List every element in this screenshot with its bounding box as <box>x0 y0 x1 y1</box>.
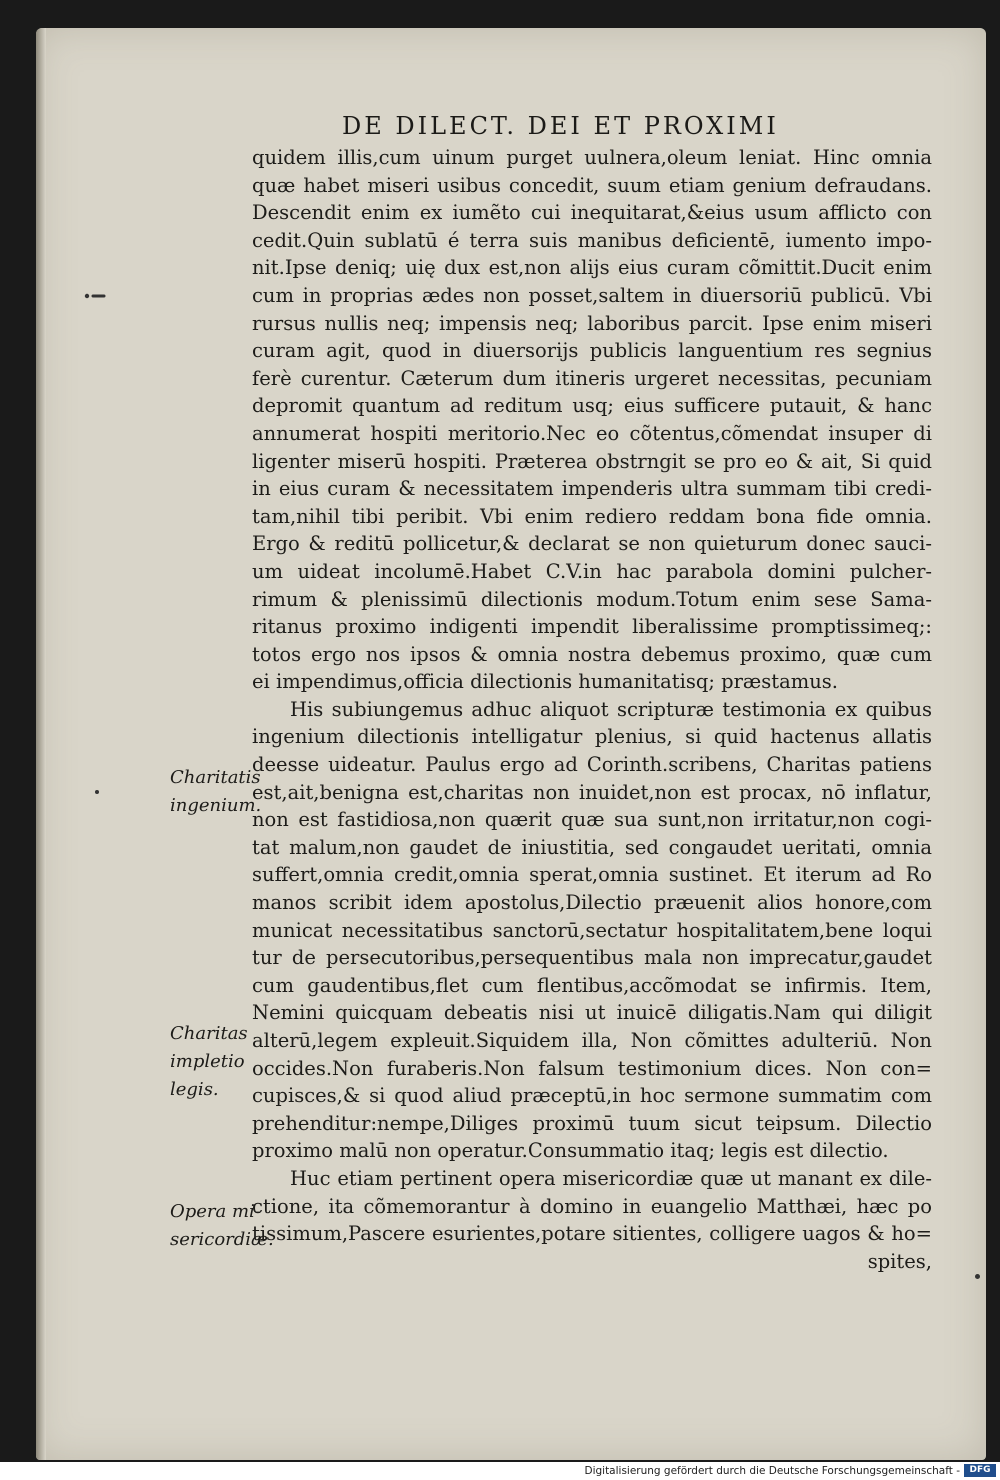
text-line: rimum & plenissimū dilectionis modum.Totum enim sese Sama- <box>252 587 932 611</box>
dfg-logo: DFG <box>964 1464 996 1477</box>
text-line: His subiungemus adhuc aliquot scripturæ testimonia ex quibus <box>290 697 932 721</box>
text-line: ei impendimus,officia dilectionis humanitatisq; præstamus. <box>252 670 838 694</box>
text-line: um uideat incolumē.Habet C.V.in hac parabola domini pulcher- <box>252 559 932 583</box>
text-line: tissimum,Pascere esurientes,potare sitientes, colligere uagos & ho= <box>252 1222 932 1246</box>
body-text <box>252 144 932 1275</box>
margin-note-line: Charitatis <box>170 767 261 788</box>
running-header: DE DILECT. DEI ET PROXIMI <box>342 112 779 140</box>
margin-note-charitatis-ingenium <box>170 764 262 820</box>
text-line: tam,nihil tibi peribit. Vbi enim rediero reddam bona fide omnia. <box>252 504 932 528</box>
text-line: alterū,legem expleuit.Siquidem illa, Non cõmittes adulteriū. Non <box>252 1029 932 1052</box>
text-line: cum in proprias ædes non posset,saltem in diuersoriū publicū. Vbi <box>252 283 932 307</box>
text-line: ctione, ita cõmemorantur à domino in euangelio Matthæi, hæc po <box>252 1194 932 1218</box>
margin-note-line: legis. <box>170 1079 219 1100</box>
text-line: suffert,omnia credit,omnia sperat,omnia sustinet. Et iterum ad Ro <box>252 863 932 887</box>
text-line: deesse uideatur. Paulus ergo ad Corinth.scribens, Charitas patiens <box>252 753 932 777</box>
margin-note-line: Charitas <box>170 1023 248 1044</box>
text-line: spites, <box>867 1249 932 1273</box>
text-line: manos scribit idem apostolus,Dilectio præuenit alios honore,com <box>252 891 932 915</box>
text-line: totos ergo nos ipsos & omnia nostra debemus proximo, quæ cum <box>252 642 932 666</box>
text-line: nit.Ipse deniq; uię dux est,non alijs eius curam cõmittit.Ducit enim <box>252 256 932 280</box>
text-line: cedit.Quin sublatū é terra suis manibus deficientē, iumento impo- <box>252 228 932 252</box>
text-line: ferè curentur. Cæterum dum itineris urgeret necessitas, pecuniam <box>252 366 932 390</box>
text-line: tur de persecutoribus,persequentibus mala non imprecatur,gaudet <box>252 946 932 970</box>
page-gutter-edge <box>36 28 46 1460</box>
margin-note-line: sericordiæ. <box>170 1229 274 1250</box>
text-line: occides.Non furaberis.Non falsum testimonium dices. Non con= <box>252 1056 932 1080</box>
text-line: proximo malū non operatur.Consummatio itaq; legis est dilectio. <box>252 1139 889 1163</box>
text-line: cum gaudentibus,flet cum flentibus,accõmodat se infirmis. Item, <box>252 973 932 997</box>
text-line: Nemini quicquam debeatis nisi ut inuicē diligatis.Nam qui diligit <box>252 1001 932 1025</box>
text-line: depromit quantum ad reditum usq; eius sufficere putauit, & hanc <box>252 394 932 418</box>
text-line: quæ habet miseri usibus concedit, suum etiam genium defraudans. <box>252 173 932 197</box>
text-line: in eius curam & necessitatem impenderis ultra summam tibi credi- <box>252 477 932 501</box>
margin-note-opera-misericordiae <box>170 1198 274 1254</box>
text-line: tat malum,non gaudet de iniustitia, sed congaudet ueritati, omnia <box>252 835 932 859</box>
text-line: cupisces,& si quod aliud præceptū,in hoc sermone summatim com <box>252 1084 932 1108</box>
text-line: ligenter miserū hospiti. Præterea obstrngit se pro eo & ait, Si quid <box>252 449 932 473</box>
text-line: rursus nullis neq; impensis neq; laboribus parcit. Ipse enim miseri <box>252 311 932 335</box>
margin-note-line: impletio <box>170 1051 245 1072</box>
text-line: annumerat hospiti meritorio.Nec eo cõtentus,cõmendat insuper di <box>252 421 932 445</box>
funding-notice: Digitalisierung gefördert durch die Deutsche Forschungsgemeinschaft - <box>584 1465 960 1477</box>
margin-note-charitas-impletio-legis <box>170 1020 262 1104</box>
ink-mark <box>84 293 106 299</box>
ink-speck <box>95 790 99 794</box>
margin-note-line: ingenium. <box>170 795 262 816</box>
ink-speck <box>975 1274 980 1279</box>
text-line: Huc etiam pertinent opera misericordiæ quæ ut manant ex dile- <box>290 1166 932 1190</box>
text-line: non est fastidiosa,non quærit quæ sua sunt,non irritatur,non cogi- <box>252 808 932 832</box>
text-line: ingenium dilectionis intelligatur plenius, si quid hactenus allatis <box>252 725 932 749</box>
text-line: Ergo & reditū pollicetur,& declarat se non quieturum donec sauci- <box>252 532 932 556</box>
text-line: municat necessitatibus sanctorū,sectatur hospitalitatem,bene loqui <box>252 918 932 942</box>
text-line: prehenditur:nempe,Diliges proximū tuum sicut teipsum. Dilectio <box>252 1111 932 1135</box>
text-line: est,ait,benigna est,charitas non inuidet,non est procax, nō inflatur, <box>252 780 932 804</box>
text-line: curam agit, quod in diuersorijs publicis languentium res segnius <box>252 339 932 363</box>
text-line: ritanus proximo indigenti impendit liberalissime promptissimeq;: <box>252 615 932 639</box>
margin-note-line: Opera mi- <box>170 1201 261 1222</box>
text-line: Descendit enim ex iumẽto cui inequitarat,&eius usum afflicto con <box>252 201 932 225</box>
text-line: quidem illis,cum uinum purget uulnera,oleum leniat. Hinc omnia <box>252 146 932 169</box>
